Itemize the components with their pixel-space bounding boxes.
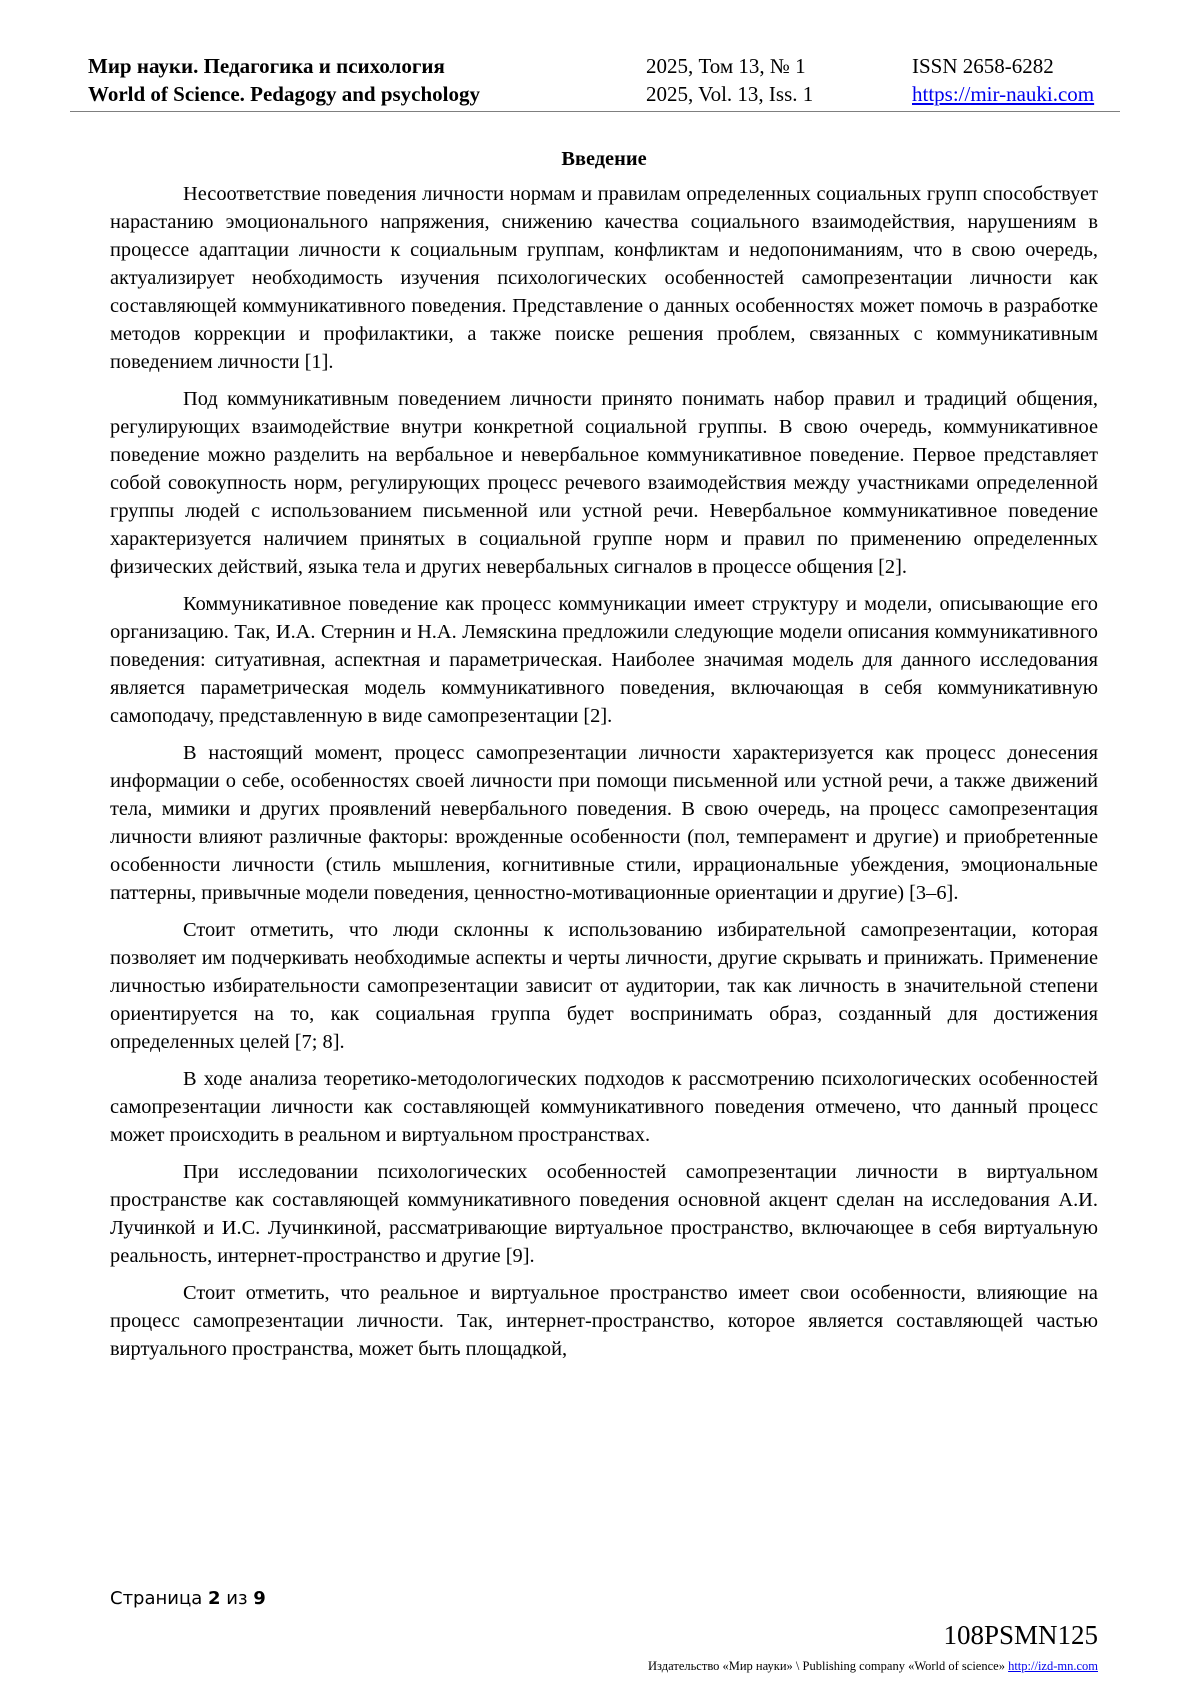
issue-block xyxy=(646,52,813,108)
header-divider xyxy=(70,111,1120,112)
journal-title-ru: Мир науки. Педагогика и психология xyxy=(88,54,445,78)
article-body xyxy=(110,144,1098,1372)
paragraph: В настоящий момент, процесс самопрезентации личности характеризуется как процесс донесения информации о себе, особенностях своей личности при помощи письменной или устной речи, а также движений тела, мимики и других проявлений невербального поведения. В свою очередь, на процесс самопрезентация личности влияют различные факторы: врожденные особенности (пол, темперамент и другие) и приобретенные особенности личности (стиль мышления, когнитивные стили, иррациональные убеждения, эмоциональные паттерны, привычные модели поведения, ценностно-мотивационные ориентации и другие) [3–6]. xyxy=(110,742,1098,904)
paragraph: При исследовании психологических особенностей самопрезентации личности в виртуальном пространстве как составляющей коммуникативного поведения основной акцент сделан на исследования А.И. Лучинкой и И.С. Лучинкиной, рассматривающие виртуальное пространство, включающее в себя виртуальную реальность, интернет-пространство и другие [9]. xyxy=(110,1161,1098,1267)
page-of: из xyxy=(226,1588,248,1609)
issue-en: 2025, Vol. 13, Iss. 1 xyxy=(646,82,814,106)
publisher-line xyxy=(648,1659,1098,1674)
paragraph: Стоит отметить, что люди склонны к использованию избирательной самопрезентации, которая позволяет им подчеркивать необходимые аспекты и черты личности, другие скрывать и принижать. Применение личностью избирательности самопрезентации зависит от аудитории, так как личность в значительной степени ориентируется на то, как социальная группа будет воспринимать образ, созданный для достижения определенных целей [7; 8]. xyxy=(110,919,1098,1053)
page-number xyxy=(110,1588,266,1609)
journal-url-link[interactable]: https://mir-nauki.com xyxy=(912,82,1095,106)
journal-title-en: World of Science. Pedagogy and psychology xyxy=(88,82,481,106)
publisher-link[interactable]: http://izd-mn.com xyxy=(1008,1659,1098,1673)
section-title: Введение xyxy=(561,148,647,170)
page-total: 9 xyxy=(253,1588,266,1609)
journal-header xyxy=(88,52,1120,112)
article-code: 108PSMN125 xyxy=(943,1620,1098,1650)
issn-block xyxy=(912,52,1094,108)
page-word: Страница xyxy=(110,1588,203,1609)
issn: ISSN 2658-6282 xyxy=(912,54,1054,78)
paragraph: Коммуникативное поведение как процесс коммуникации имеет структуру и модели, описывающие его организацию. Так, И.А. Стернин и Н.А. Лемяскина предложили следующие модели описания коммуникативного поведения: ситуативная, аспектная и параметрическая. Наиболее значимая модель для данного исследования является параметрическая модель коммуникативного поведения, включающая в себя коммуникативную самоподачу, представленную в виде самопрезентации [2]. xyxy=(110,593,1098,727)
paragraph: Стоит отметить, что реальное и виртуальное пространство имеет свои особенности, влияющие на процесс самопрезентации личности. Так, интернет-пространство, которое является составляющей частью виртуального пространства, может быть площадкой, xyxy=(110,1282,1098,1360)
issue-ru: 2025, Том 13, № 1 xyxy=(646,54,806,78)
journal-title-block xyxy=(88,52,480,108)
paragraph: Несоответствие поведения личности нормам и правилам определенных социальных групп способствует нарастанию эмоционального напряжения, снижению качества социального взаимодействия, нарушениям в процессе адаптации личности к социальным группам, конфликтам и недопониманиям, что в свою очередь, актуализирует необходимость изучения психологических особенностей самопрезентации личности как составляющей коммуникативного поведения. Представление о данных особенностях может помочь в разработке методов коррекции и профилактики, а также поиске решения проблем, связанных с коммуникативным поведением личности [1]. xyxy=(110,183,1098,373)
publisher-text: Издательство «Мир науки» \ Publishing company «World of science» xyxy=(648,1659,1005,1673)
paragraph: В ходе анализа теоретико-методологических подходов к рассмотрению психологических особенностей самопрезентации личности как составляющей коммуникативного поведения отмечено, что данный процесс может происходить в реальном и виртуальном пространствах. xyxy=(110,1068,1098,1146)
page-current: 2 xyxy=(208,1588,221,1609)
paragraph: Под коммуникативным поведением личности принято понимать набор правил и традиций общения, регулирующих взаимодействие внутри конкретной социальной группы. В свою очередь, коммуникативное поведение можно разделить на вербальное и невербальное коммуникативное поведение. Первое представляет собой совокупность норм, регулирующих процесс речевого взаимодействия между участниками определенной группы людей с использованием письменной или устной речи. Невербальное коммуникативное поведение характеризуется наличием принятых в социальной группе норм и правил по применению определенных физических действий, языка тела и других невербальных сигналов в процессе общения [2]. xyxy=(110,388,1098,578)
